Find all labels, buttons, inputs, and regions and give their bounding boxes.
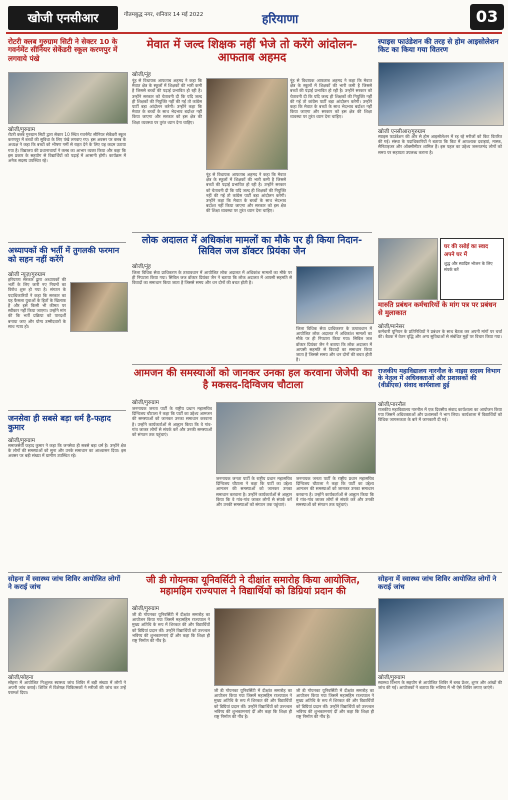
story-photo <box>296 266 374 324</box>
story-byline: खोजी/नूंह <box>132 72 151 78</box>
story-byline: खोजी/गुरुग्राम <box>378 675 405 681</box>
story-photo <box>8 72 128 124</box>
story-photo <box>378 238 438 300</box>
story-headline: लोक अदालत में अधिकांश मामलों का मौके पर ही किया निदान-सिविल जज डॉक्टर प्रियंका जैन <box>141 235 363 257</box>
story-body: हरियाणा सरकार द्वारा अध्यापकों की भर्ती के लिए जारी नए नियमों का विरोध शुरू हो गया है। संगठन के पदाधिकारियों ने कहा कि सरकार का यह फैसला युवाओं के हितों के खिलाफ है और इसे किसी भी कीमत पर स्वीकार नहीं किया जाएगा। उन्होंने मांग की कि भर्ती प्रक्रिया को पारदर्शी बनाया जाए और योग्य उम्मीदवारों के साथ न्याय हो। <box>8 277 66 329</box>
story-headline: मारुति प्रबंधन कर्मचारियों के मांग पत्र पर प्रबंधन से मुलाकात <box>378 301 497 317</box>
portrait-photo <box>70 282 128 332</box>
story-byline: खोजी/मानेसर <box>378 324 405 330</box>
story-body: राजकीय महाविद्यालय नारनौल में एक दिवसीय संवाद कार्यशाला का आयोजन किया गया जिसमें अधिवक्ताओं और प्रशासकों ने भाग लिया। कार्यशाला में विद्यार्थियों को विधिक जागरूकता के बारे में जानकारी दी गई। <box>378 407 502 423</box>
story-body-continued: जी डी गोयनका यूनिवर्सिटी में दीक्षांत समारोह का आयोजन किया गया जिसमें महामहिम राज्यपाल ने मुख्य अतिथि के रूप में शिरकत की और विद्यार्थियों को डिग्रियां प्रदान कीं। उन्होंने विद्यार्थियों को उज्ज्वल भविष्य की शुभकामनाएं दीं और कहा कि शिक्षा ही राष्ट्र निर्माण की नींव है। <box>214 688 292 720</box>
portrait-photo <box>206 78 288 170</box>
advertisement-box <box>440 238 504 300</box>
story-photo <box>214 608 376 686</box>
story-headline: रोटरी क्लब गुरुग्राम सिटी ने सेक्टर 10 के गवर्नमेंट सीनियर सेकेंडरी स्कूल करणपुर में लगवाये पंखे <box>8 37 118 63</box>
story-photo <box>216 402 376 474</box>
story-headline: जी डी गोयनका यूनिवर्सिटी ने दीक्षांत समारोह किया आयोजित, महामहिम राज्यपाल ने विद्यार्थियों को डिग्रियां प्रदान की <box>146 575 360 597</box>
story-body: स्पाइस फाउंडेशन की ओर से होम आइसोलेशन में रह रहे मरीजों को किट वितरित की गई। संस्था के पदाधिकारियों ने बताया कि किट में आवश्यक दवाइयां, मास्क, सैनिटाइजर और ऑक्सीमीटर शामिल हैं। इस पहल का उद्देश्य जरूरतमंद लोगों को समय पर सहायता उपलब्ध कराना है। <box>378 134 502 155</box>
story-byline: खोजी एनसीआर/गुरुग्राम <box>378 129 426 135</box>
ad-text: शुद्ध और स्वादिष्ट भोजन के लिए संपर्क करें <box>444 261 493 272</box>
lead-headline: मेवात में जल्द शिक्षक नहीं भेजे तो करेंगे आंदोलन-आफताब अहमद <box>146 37 358 65</box>
dateline: गौतमबुद्ध नगर, शनिवार 14 मई 2022 <box>124 12 204 18</box>
divider <box>8 242 126 243</box>
masthead-logo: खोजी एनसीआर <box>8 6 118 30</box>
story-photo <box>378 598 504 672</box>
story-body: जी डी गोयनका यूनिवर्सिटी में दीक्षांत समारोह का आयोजन किया गया जिसमें महामहिम राज्यपाल ने मुख्य अतिथि के रूप में शिरकत की और विद्यार्थियों को डिग्रियां प्रदान कीं। उन्होंने विद्यार्थियों को उज्ज्वल भविष्य की शुभकामनाएं दीं और कहा कि शिक्षा ही राष्ट्र निर्माण की नींव है। <box>132 612 210 644</box>
story-body-continued: जिला विधिक सेवा प्राधिकरण के तत्वावधान में आयोजित लोक अदालत में अधिकांश मामलों का मौके पर ही निपटारा किया गया। सिविल जज डॉक्टर प्रियंका जैन ने बताया कि लोक अदालत में आपसी सहमति से विवादों का समाधान किया जाता है जिससे समय और धन दोनों की बचत होती है। <box>296 326 372 363</box>
story-headline: सोहना में स्वास्थ्य जांच शिविर आयोजित लोगों ने कराई जांच <box>378 575 497 591</box>
story-body-continued: जननायक जनता पार्टी के राष्ट्रीय प्रधान महासचिव दिग्विजय चौटाला ने कहा कि पार्टी का उद्देश्य आमजन की समस्याओं को जानकर उनका समाधान करवाना है। उन्होंने कार्यकर्ताओं से आह्वान किया कि वे गांव-गांव जाकर लोगों से संपर्क करें और उनकी समस्याओं को संगठन तक पहुंचाएं। <box>216 476 292 508</box>
story-byline: खोजी न्यूज़/गुरुग्राम <box>8 272 46 278</box>
story-body-continued: नूंह से विधायक आफताब अहमद ने कहा कि मेवात क्षेत्र के स्कूलों में शिक्षकों की भारी कमी है जिससे बच्चों की पढ़ाई प्रभावित हो रही है। उन्होंने सरकार को चेतावनी दी कि यदि जल्द ही शिक्षकों की नियुक्ति नहीं की गई तो कांग्रेस पार्टी बड़ा आंदोलन करेगी। उन्होंने कहा कि मेवात के बच्चों के साथ भेदभाव बर्दाश्त नहीं किया जाएगा और सरकार को इस क्षेत्र की शिक्षा व्यवस्था पर तुरंत ध्यान देना चाहिए। <box>206 172 286 214</box>
divider <box>132 232 372 233</box>
story-body: सोहना में आयोजित निःशुल्क स्वास्थ्य जांच शिविर में बड़ी संख्या में लोगों ने अपनी जांच कराई। शिविर में विशेषज्ञ चिकित्सकों ने मरीजों की जांच कर उन्हें परामर्श दिया। <box>8 680 126 696</box>
story-body: समाजसेवी फहाद कुमार ने कहा कि जनसेवा ही सबसे बड़ा धर्म है। उन्होंने क्षेत्र के लोगों की समस्याओं को सुना और उनके समाधान का आश्वासन दिया। इस अवसर पर बड़ी संख्या में ग्रामीण उपस्थित रहे। <box>8 443 126 459</box>
story-headline: सोहना में स्वास्थ्य जांच शिविर आयोजित लोगों ने कराई जांच <box>8 575 121 591</box>
story-body: कर्मचारी यूनियन के प्रतिनिधियों ने प्रबंधन के साथ बैठक कर अपनी मांगों पर चर्चा की। बैठक में वेतन वृद्धि और अन्य सुविधाओं से संबंधित मुद्दों पर विचार किया गया। <box>378 329 502 340</box>
story-byline: खोजी/सोहना <box>8 675 34 681</box>
story-byline: खोजी/गुरुग्राम <box>8 438 35 444</box>
story-byline: खोजी/नारनौल <box>378 402 406 408</box>
story-body-continued: नूंह से विधायक आफताब अहमद ने कहा कि मेवात क्षेत्र के स्कूलों में शिक्षकों की भारी कमी है जिससे बच्चों की पढ़ाई प्रभावित हो रही है। उन्होंने सरकार को चेतावनी दी कि यदि जल्द ही शिक्षकों की नियुक्ति नहीं की गई तो कांग्रेस पार्टी बड़ा आंदोलन करेगी। उन्होंने कहा कि मेवात के बच्चों के साथ भेदभाव बर्दाश्त नहीं किया जाएगा और सरकार को इस क्षेत्र की शिक्षा व्यवस्था पर तुरंत ध्यान देना चाहिए। <box>290 78 372 120</box>
story-byline: खोजी/नूंह <box>132 264 151 270</box>
story-headline: जनसेवा ही सबसे बड़ा धर्म है-फहाद कुमार <box>8 414 111 433</box>
story-byline: खोजी/गुरुग्राम <box>132 400 159 406</box>
story-headline: स्पाइस फाउंडेशन की तरह से होम आइसोलेशन किट का किया गया वितरण <box>378 37 499 55</box>
story-body: रोटरी क्लब गुरुग्राम सिटी द्वारा सेक्टर 10 स्थित गवर्नमेंट सीनियर सेकेंडरी स्कूल करणपुर में बच्चों की सुविधा के लिए पंखे लगवाए गए। इस अवसर पर क्लब के अध्यक्ष ने कहा कि बच्चों को भीषण गर्मी से राहत देने के लिए यह कदम उठाया गया है। विद्यालय की प्रधानाचार्या ने क्लब का आभार व्यक्त किया और कहा कि इस प्रकार के सहयोग से विद्यार्थियों को पढ़ाई में आसानी होगी। कार्यक्रम में अनेक सदस्य उपस्थित रहे। <box>8 132 126 164</box>
story-body: स्वास्थ्य विभाग के सहयोग से आयोजित शिविर में ब्लड प्रेशर, शुगर और आंखों की जांच की गई। आयोजकों ने बताया कि भविष्य में भी ऐसे शिविर लगाए जाएंगे। <box>378 680 502 691</box>
story-body: जिला विधिक सेवा प्राधिकरण के तत्वावधान में आयोजित लोक अदालत में अधिकांश मामलों का मौके पर ही निपटारा किया गया। सिविल जज डॉक्टर प्रियंका जैन ने बताया कि लोक अदालत में आपसी सहमति से विवादों का समाधान किया जाता है जिससे समय और धन दोनों की बचत होती है। <box>132 270 292 286</box>
story-body-continued: जननायक जनता पार्टी के राष्ट्रीय प्रधान महासचिव दिग्विजय चौटाला ने कहा कि पार्टी का उद्देश्य आमजन की समस्याओं को जानकर उनका समाधान करवाना है। उन्होंने कार्यकर्ताओं से आह्वान किया कि वे गांव-गांव जाकर लोगों से संपर्क करें और उनकी समस्याओं को संगठन तक पहुंचाएं। <box>296 476 374 508</box>
story-photo <box>378 62 504 126</box>
page-number: 03 <box>470 4 504 30</box>
header-rule <box>6 32 502 34</box>
story-headline: अध्यापकों की भर्ती में तुगलकी फरमान को सहन नहीं करेंगे <box>8 246 120 265</box>
story-body: नूंह से विधायक आफताब अहमद ने कहा कि मेवात क्षेत्र के स्कूलों में शिक्षकों की भारी कमी है जिससे बच्चों की पढ़ाई प्रभावित हो रही है। उन्होंने सरकार को चेतावनी दी कि यदि जल्द ही शिक्षकों की नियुक्ति नहीं की गई तो कांग्रेस पार्टी बड़ा आंदोलन करेगी। उन्होंने कहा कि मेवात के बच्चों के साथ भेदभाव बर्दाश्त नहीं किया जाएगा और सरकार को इस क्षेत्र की शिक्षा व्यवस्था पर तुरंत ध्यान देना चाहिए। <box>132 78 202 125</box>
story-byline: खोजी/गुरुग्राम <box>132 606 159 612</box>
story-headline: राजकीय महाविद्यालय नारनौल के नाइस सदस्य विभाग के नेतृत्व में अधिवक्ताओं और प्रशासकों की (वीडीएस) संवाद कार्यशाला हुई <box>378 368 501 390</box>
divider <box>8 572 502 573</box>
section-title: हरियाणा <box>262 12 299 26</box>
story-body: जननायक जनता पार्टी के राष्ट्रीय प्रधान महासचिव दिग्विजय चौटाला ने कहा कि पार्टी का उद्देश्य आमजन की समस्याओं को जानकर उनका समाधान करवाना है। उन्होंने कार्यकर्ताओं से आह्वान किया कि वे गांव-गांव जाकर लोगों से संपर्क करें और उनकी समस्याओं को संगठन तक पहुंचाएं। <box>132 406 212 438</box>
ad-title: घर की रसोई का स्वाद अपने घर में <box>444 244 489 258</box>
story-headline: आमजन की समस्याओं को जानकर उनका हल करवाना जेजेपी का है मकसद-दिग्विजय चौटाला <box>133 368 373 391</box>
story-photo <box>8 598 128 672</box>
story-body-continued: जी डी गोयनका यूनिवर्सिटी में दीक्षांत समारोह का आयोजन किया गया जिसमें महामहिम राज्यपाल ने मुख्य अतिथि के रूप में शिरकत की और विद्यार्थियों को डिग्रियां प्रदान कीं। उन्होंने विद्यार्थियों को उज्ज्वल भविष्य की शुभकामनाएं दीं और कहा कि शिक्षा ही राष्ट्र निर्माण की नींव है। <box>296 688 374 720</box>
story-byline: खोजी/गुरुग्राम <box>8 127 35 133</box>
divider <box>8 410 126 411</box>
divider <box>132 364 502 365</box>
